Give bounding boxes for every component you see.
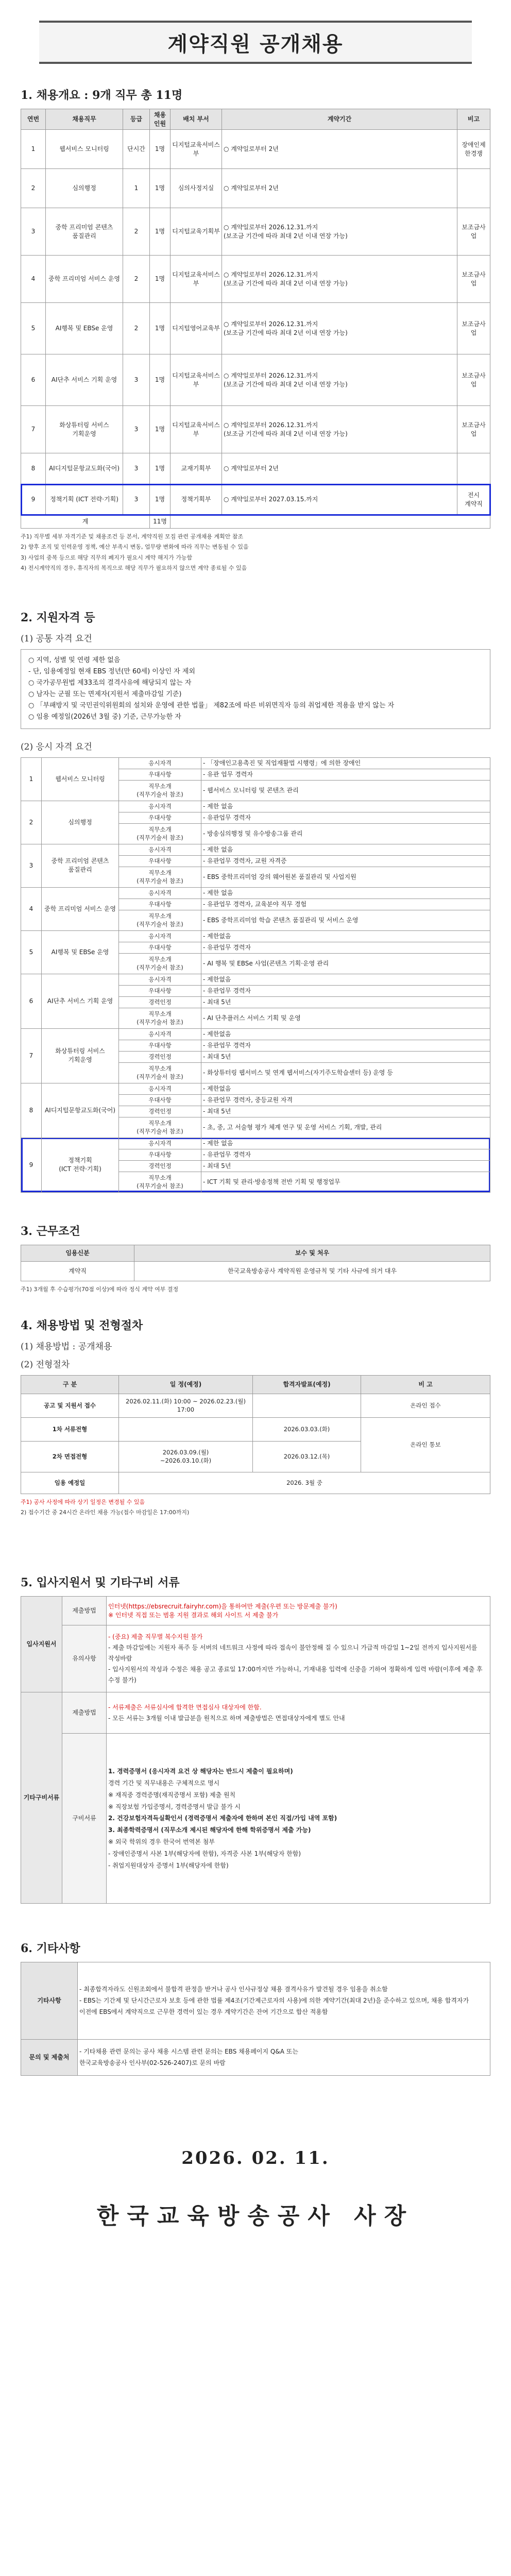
method-text: (1) 채용방법 : 공개채용 [21, 1341, 112, 1352]
overview-row [21, 208, 490, 256]
job-field-label: 경력인정 [119, 1051, 201, 1062]
others-line: - EBS는 기간제 및 단시간근로자 보호 등에 관한 법률 제4조(기간제근로자의 사용)에 의한 계약기간(최대 2년)을 준수하고 있으며, 채용 합격자가 이전에 EBS에서 계약직으로 근무한 경력이 있는 경우 계약기간은 잔여 기간으로 합산 적용함 [79, 1997, 469, 2015]
process-notes [21, 1497, 490, 1518]
section-heading: 6. 기타사항 [21, 1942, 80, 1956]
job-field-value: - 제한 없음 [201, 1138, 490, 1149]
doc-line: ※ 외국 학위의 경우 한국어 번역본 첨부 [108, 1838, 215, 1845]
schedule-remark: 온라인 통보 [361, 1417, 490, 1472]
job-field-label: 응시자격 [119, 757, 201, 769]
overview-cell: 3 [21, 208, 46, 256]
overview-cell: 3 [123, 453, 150, 484]
job-field-label: 직무소개 (직무기술서 참조) [119, 1172, 201, 1192]
job-qual-table [21, 757, 490, 1193]
others-table [21, 1962, 490, 2076]
job-name: 중학 프리미엄 서비스 운영 [42, 887, 119, 930]
section-heading: 4. 채용방법 및 전형절차 [21, 1318, 143, 1332]
section-overview [21, 87, 490, 573]
job-field-label: 우대사항 [119, 985, 201, 996]
others-line: 한국교육방송공사 인사부(02-526-2407)로 문의 바람 [79, 2059, 226, 2066]
job-qual-row [21, 844, 490, 855]
overview-period [222, 208, 457, 256]
others-line: - 기타채용 관련 문의는 공사 채용 시스템 관련 문의는 EBS 채용페이지 Q&A 또는 [79, 2048, 298, 2056]
schedule-cell [119, 1417, 253, 1441]
title-box [39, 21, 472, 64]
conditions-cell: 계약직 [21, 1261, 134, 1281]
overview-note [457, 453, 490, 484]
others-label: 문의 및 제출처 [21, 2040, 78, 2076]
common-qual-box [21, 649, 490, 729]
period-line: ○ 계약일로부터 2027.03.15.까지 [224, 496, 318, 503]
job-field-label: 우대사항 [119, 1094, 201, 1106]
overview-cell: 중학 프리미엄 서비스 운영 [46, 256, 123, 303]
job-field-value: - 최대 5년 [201, 1160, 490, 1172]
overview-cell: 7 [21, 406, 46, 453]
job-qual-row [21, 801, 490, 812]
overview-total: 11명 [150, 515, 171, 529]
period-line: ○ 계약일로부터 2026.12.31.까지 [224, 421, 318, 429]
overview-cell: 1명 [150, 208, 171, 256]
job-qual-row [21, 974, 490, 985]
job-field-value: - 제한 없음 [201, 801, 490, 812]
job-field-label: 우대사항 [119, 1040, 201, 1051]
schedule-cell: 2026.03.03.(화) [253, 1417, 361, 1441]
job-field-label: 우대사항 [119, 812, 201, 823]
overview-cell: 1명 [150, 354, 171, 406]
job-field-label: 직무소개 (직무기술서 참조) [119, 1062, 201, 1083]
schedule-remark: 온라인 접수 [361, 1394, 490, 1417]
period-line: (보조금 기간에 따라 최대 2년 이내 연장 가능) [224, 380, 348, 388]
job-number: 1 [21, 757, 42, 801]
job-number: 3 [21, 844, 42, 887]
job-qual-title: (2) 응시 자격 요건 [21, 741, 92, 752]
overview-cell: 1명 [150, 130, 171, 169]
overview-note: 장애인제한경쟁 [457, 130, 490, 169]
documents-cell [107, 1597, 490, 1625]
schedule-header: 일 정(예정) [119, 1375, 253, 1394]
qual-line: ○ 「부패방지 및 국민권익위원회의 설치와 운영에 관한 법률」 제82조에 따른 비위면직자 등의 취업제한 적용을 받지 않는 자 [28, 702, 395, 710]
documents-line: - 모든 서류는 3개월 이내 발급분을 원칙으로 하며 제출방법은 면접대상자에게 별도 안내 [108, 1714, 345, 1722]
overview-cell: 1명 [150, 256, 171, 303]
doc-line: 경력 기간 및 직무내용은 구체적으로 명시 [108, 1780, 220, 1787]
period-line: (보조금 기간에 따라 최대 2년 이내 연장 가능) [224, 430, 348, 437]
note-line: 3) 사업의 중복 등으로 해당 직무의 폐지가 필요시 계약 해지가 가능함 [21, 554, 193, 561]
job-qual-row [21, 757, 490, 769]
overview-period [222, 256, 457, 303]
job-field-label: 응시자격 [119, 1083, 201, 1094]
section-process [21, 1317, 490, 1518]
overview-cell: 디지털교육서비스부 [171, 130, 222, 169]
apply-url-text: 인터넷(https://ebsrecruit.fairyhr.com)을 통하여만 제출(우편 또는 방문제출 불가) [108, 1603, 337, 1611]
overview-cell: 중학 프리미엄 콘텐츠 품질관리 [46, 208, 123, 256]
overview-period [222, 354, 457, 406]
job-field-label: 경력인정 [119, 996, 201, 1008]
schedule-cell: 2026.03.09.(월) ~2026.03.10.(화) [119, 1441, 253, 1472]
schedule-header: 합격자발표(예정) [253, 1375, 361, 1394]
overview-cell: 8 [21, 453, 46, 484]
job-field-value: - 웹서비스 모니터링 및 콘텐츠 관리 [201, 780, 490, 801]
overview-period [222, 169, 457, 208]
overview-cell: 교재기획부 [171, 453, 222, 484]
overview-cell: AI단추 서비스 기획 운영 [46, 354, 123, 406]
job-field-value: - AI 행복 및 EBSe 사업(콘텐츠 기획·운영 관리 [201, 953, 490, 974]
overview-note [457, 169, 490, 208]
overview-cell: 2 [123, 208, 150, 256]
footer-date: 2026. 02. 11. [181, 2148, 330, 2169]
period-line: ○ 계약일로부터 2026.12.31.까지 [224, 270, 318, 278]
others-row [21, 2040, 490, 2076]
overview-cell: 화상튜터링 서비스 기획운영 [46, 406, 123, 453]
note-line: 2) 향후 조직 및 인력운영 정책, 예산 부족시 변동, 업무량 변화에 따라 직무는 변동될 수 있음 [21, 544, 249, 551]
overview-cell: 1명 [150, 484, 171, 515]
doc-line: - 취업지원대상자 증명서 1부(해당자에 한함) [108, 1861, 229, 1869]
documents-line: - 서류제출은 서류심사에 합격한 면접심사 대상자에 한함. [108, 1703, 262, 1711]
overview-cell: 디지털영어교육부 [171, 303, 222, 354]
documents-label: 제출방법 [62, 1692, 107, 1734]
overview-cell: 3 [123, 484, 150, 515]
job-field-value: - 유관업무 경력자 [201, 942, 490, 953]
job-qual-row [21, 930, 490, 942]
job-field-label: 직무소개 (직무기술서 참조) [119, 823, 201, 844]
overview-note: 보조금사업 [457, 354, 490, 406]
overview-cell: 정책기획 (ICT 전략·기획) [46, 484, 123, 515]
job-field-label: 응시자격 [119, 887, 201, 899]
job-field-value: - 최대 5년 [201, 1051, 490, 1062]
overview-cell: 4 [21, 256, 46, 303]
notice-line: - 입사지원서의 작성과 수정은 채용 공고 종료일 17:00까지만 가능하니, 기재내용 입력에 신중을 기하여 정확하게 입력 바람(이후에 제출 후 수정 불가) [108, 1666, 483, 1684]
notice-line: - 제출 마감일에는 지원자 폭주 등 서버의 네트워크 사정에 따라 접속이 불안정해 질 수 있으니 가급적 마감일 1~2일 전까지 입사지원서를 작성바람 [108, 1644, 478, 1663]
others-line: - 최종합격자라도 신원조회에서 불합격 판정을 받거나 공사 인사규정상 채용 결격사유가 발견될 경우 임용을 취소함 [79, 1986, 388, 1993]
job-name: 정책기획 (ICT 전략·기획) [42, 1138, 119, 1192]
schedule-cell: 공고 및 지원서 접수 [21, 1394, 119, 1417]
documents-cell [107, 1734, 490, 1904]
doc-line: 1. 경력증명서 (응시자격 요건 상 해당자는 반드시 제출이 필요하며) [108, 1768, 293, 1775]
job-qual-row [21, 1028, 490, 1040]
conditions-note: 주1) 3개월 후 수습평가(70점 이상)에 따라 정식 계약 여부 결정 [21, 1285, 179, 1293]
schedule-header: 구 분 [21, 1375, 119, 1394]
overview-row [21, 484, 490, 515]
overview-notes [21, 532, 490, 573]
job-field-value: - 최대 5년 [201, 1106, 490, 1117]
qual-line: - 단, 임용예정일 현재 EBS 정년(만 60세) 이상인 자 제외 [28, 668, 195, 676]
qual-line: ○ 국가공무원법 제33조의 결격사유에 해당되지 않는 자 [28, 679, 192, 687]
documents-group: 입사지원서 [21, 1597, 62, 1692]
section-documents [21, 1574, 490, 1904]
schedule-cell: 2차 면접전형 [21, 1441, 119, 1472]
qual-line: ○ 남자는 군필 또는 면제자(지원서 제출마감일 기준) [28, 690, 182, 699]
job-name: AI디지털문항교도화(국어) [42, 1083, 119, 1138]
job-field-value: - 제한없음 [201, 930, 490, 942]
job-field-label: 우대사항 [119, 899, 201, 910]
job-field-value: - ICT 기획 및 관리·방송정책 전반 기획 및 행정업무 [201, 1172, 490, 1192]
conditions-table [21, 1245, 490, 1281]
job-field-value: - 유관 업무 경력자 [201, 769, 490, 780]
job-field-value: - 제한없음 [201, 974, 490, 985]
period-line: (보조금 기간에 따라 최대 2년 이내 연장 가능) [224, 232, 348, 240]
doc-line: - 장애인증명서 사본 1부(해당자에 한함), 자격증 사본 1부(해당자 한함) [108, 1850, 301, 1857]
others-value [78, 2040, 490, 2076]
job-field-value: - EBS 중학프리미엄 학습 콘텐츠 품질관리 및 서비스 운영 [201, 910, 490, 930]
job-field-label: 직무소개 (직무기술서 참조) [119, 910, 201, 930]
overview-header: 연번 [21, 109, 46, 130]
overview-note: 보조금사업 [457, 303, 490, 354]
overview-table [21, 109, 490, 529]
process-title: (2) 전형절차 [21, 1359, 70, 1370]
overview-cell: 정책기획부 [171, 484, 222, 515]
job-field-label: 우대사항 [119, 855, 201, 867]
job-field-label: 응시자격 [119, 1028, 201, 1040]
overview-cell: 5 [21, 303, 46, 354]
schedule-cell: 2026. 3월 중 [119, 1472, 490, 1494]
documents-group: 기타구비서류 [21, 1692, 62, 1904]
overview-cell: 디지털교육기획부 [171, 208, 222, 256]
job-field-label: 직무소개 (직무기술서 참조) [119, 1117, 201, 1138]
job-field-label: 응시자격 [119, 844, 201, 855]
job-name: AI행복 및 EBSe 운영 [42, 930, 119, 974]
overview-cell: 2 [123, 303, 150, 354]
overview-cell: 디지털교육서비스부 [171, 256, 222, 303]
job-number: 9 [21, 1138, 42, 1192]
job-field-label: 응시자격 [119, 801, 201, 812]
job-number: 6 [21, 974, 42, 1028]
period-line: (보조금 기간에 따라 최대 2년 이내 연장 가능) [224, 279, 348, 287]
others-row [21, 1962, 490, 2040]
documents-cell [107, 1625, 490, 1692]
job-name: AI단추 서비스 기획 운영 [42, 974, 119, 1028]
overview-header: 채용인원 [150, 109, 171, 130]
job-field-value: - 유관업무 경력자, 교육분야 직무 경험 [201, 899, 490, 910]
job-qual-row [21, 887, 490, 899]
job-qual-row [21, 1138, 490, 1149]
overview-period [222, 453, 457, 484]
others-label: 기타사항 [21, 1962, 78, 2040]
job-field-label: 응시자격 [119, 930, 201, 942]
overview-cell: 1 [123, 169, 150, 208]
overview-cell: 9 [21, 484, 46, 515]
overview-cell: 2 [123, 256, 150, 303]
common-qual-title: (1) 공통 자격 요건 [21, 634, 92, 644]
overview-cell: 웹서비스 모니터링 [46, 130, 123, 169]
section-heading: 3. 근무조건 [21, 1224, 80, 1238]
overview-row [21, 453, 490, 484]
overview-row [21, 130, 490, 169]
job-number: 2 [21, 801, 42, 844]
overview-cell: 심의사정지실 [171, 169, 222, 208]
overview-period [222, 406, 457, 453]
page-title: 계약직원 공개채용 [167, 32, 344, 56]
job-field-value: - 제한없음 [201, 1028, 490, 1040]
overview-note: 보조금사업 [457, 256, 490, 303]
job-field-value: - 유관업무 경력자 [201, 1040, 490, 1051]
section-heading: 2. 지원자격 등 [21, 611, 95, 624]
overview-cell: 6 [21, 354, 46, 406]
overview-cell: 1명 [150, 453, 171, 484]
job-field-value: - 유관업무 경력자 [201, 812, 490, 823]
overview-note: 전시 계약직 [457, 484, 490, 515]
period-line: ○ 계약일로부터 2년 [224, 145, 279, 153]
documents-label: 유의사항 [62, 1625, 107, 1692]
others-value [78, 1962, 490, 2040]
job-field-label: 우대사항 [119, 1149, 201, 1160]
overview-period [222, 130, 457, 169]
notice-line: - (중요) 제출 직무별 복수지원 불가 [108, 1633, 203, 1641]
job-field-value: - 초, 중, 고 서술형 평가 체계 연구 및 운영 서비스 기획, 개발, 관리 [201, 1117, 490, 1138]
overview-row [21, 169, 490, 208]
doc-line: 2. 건강보험자격득실확인서 (경력증명서 제출자에 한하며 본인 직접/가입 내역 포함) [108, 1815, 337, 1822]
job-name: 중학 프리미엄 콘텐츠 품질관리 [42, 844, 119, 887]
job-field-label: 직무소개 (직무기술서 참조) [119, 1008, 201, 1028]
schedule-cell: 임용 예정일 [21, 1472, 119, 1494]
job-number: 5 [21, 930, 42, 974]
overview-total-label: 계 [21, 515, 150, 529]
overview-cell: 1 [21, 130, 46, 169]
job-field-label: 경력인정 [119, 1160, 201, 1172]
job-field-label: 직무소개 (직무기술서 참조) [119, 953, 201, 974]
job-field-label: 경력인정 [119, 1106, 201, 1117]
overview-period [222, 303, 457, 354]
overview-header: 비고 [457, 109, 490, 130]
job-name: 심의행정 [42, 801, 119, 844]
job-qual-row [21, 1083, 490, 1094]
overview-cell: AI행복 및 EBSe 운영 [46, 303, 123, 354]
conditions-cell: 한국교육방송공사 계약직원 운영규칙 및 기타 사규에 의거 대우 [134, 1261, 490, 1281]
section-conditions [21, 1223, 490, 1294]
overview-cell: AI디지털문항교도화(국어) [46, 453, 123, 484]
overview-cell: 단시간 [123, 130, 150, 169]
documents-table [21, 1596, 490, 1904]
job-field-label: 우대사항 [119, 769, 201, 780]
section-qualification [21, 609, 490, 1193]
note-line: 주1) 공사 사정에 따라 상기 일정은 변경될 수 있음 [21, 1498, 145, 1505]
job-name: 화상튜터링 서비스 기획운영 [42, 1028, 119, 1083]
job-field-label: 우대사항 [119, 942, 201, 953]
overview-row [21, 406, 490, 453]
overview-cell: 3 [123, 354, 150, 406]
schedule-cell: 2026.02.11.(화) 10:00 ~ 2026.02.23.(월) 17:00 [119, 1394, 253, 1417]
job-field-value: - 제한 없음 [201, 887, 490, 899]
job-field-label: 응시자격 [119, 1138, 201, 1149]
period-line: ○ 계약일로부터 2년 [224, 184, 279, 192]
job-field-value: - 유관업무 경력자 [201, 1149, 490, 1160]
doc-line: ※ 직장보험 가입증명서, 경력증명서 발급 불가 시 [108, 1803, 241, 1810]
job-field-label: 직무소개 (직무기술서 참조) [119, 867, 201, 887]
job-number: 7 [21, 1028, 42, 1083]
section-others [21, 1940, 490, 2076]
documents-label: 구비서류 [62, 1734, 107, 1904]
job-field-value: - 최대 5년 [201, 996, 490, 1008]
schedule-header: 비 고 [361, 1375, 490, 1394]
job-number: 8 [21, 1083, 42, 1138]
overview-total-row [21, 515, 490, 529]
overview-period [222, 484, 457, 515]
apply-url-note: ※ 인터넷 직접 또는 범용 지원 결과로 해외 사이트 서 제출 불가 [108, 1611, 279, 1619]
section-heading: 5. 입사지원서 및 기타구비 서류 [21, 1576, 180, 1590]
qual-line: ○ 임용 예정일(2026년 3월 중) 기준, 근무가능한 자 [28, 713, 181, 721]
job-field-label: 응시자격 [119, 974, 201, 985]
schedule-cell [253, 1394, 361, 1417]
job-name: 웹서비스 모니터링 [42, 757, 119, 801]
overview-cell [171, 515, 490, 529]
overview-cell: 1명 [150, 303, 171, 354]
schedule-cell: 2026.03.12.(목) [253, 1441, 361, 1472]
overview-header: 채용직무 [46, 109, 123, 130]
overview-cell: 심의행정 [46, 169, 123, 208]
overview-note: 보조금사업 [457, 406, 490, 453]
schedule-table [21, 1375, 490, 1494]
overview-cell: 3 [123, 406, 150, 453]
overview-header: 계약기간 [222, 109, 457, 130]
doc-line: ※ 재직중 경력증명(재직증명서 포함) 제출 원칙 [108, 1791, 236, 1799]
period-line: (보조금 기간에 따라 최대 2년 이내 연장 가능) [224, 329, 348, 336]
conditions-header: 보수 및 처우 [134, 1245, 490, 1261]
overview-header: 등급 [123, 109, 150, 130]
section-heading: 1. 채용개요 : 9개 직무 총 11명 [21, 89, 183, 102]
overview-row [21, 354, 490, 406]
overview-header: 배치 부서 [171, 109, 222, 130]
note-line: 4) 전시계약직의 경우, 휴직자의 복직으로 해당 직무가 필요하지 않으면 계약 종료될 수 있음 [21, 564, 247, 571]
job-field-value: - AI 단추플러스 서비스 기획 및 운영 [201, 1008, 490, 1028]
documents-label: 제출방법 [62, 1597, 107, 1625]
qual-line: ○ 지역, 성별 및 연령 제한 없음 [28, 656, 121, 664]
job-field-value: - 제한 없음 [201, 844, 490, 855]
job-field-value: - EBS 중학프리미엄 강의 웨어원본 품질관리 및 사업지원 [201, 867, 490, 887]
job-number: 4 [21, 887, 42, 930]
job-field-value: - 유관업무 경력자 [201, 985, 490, 996]
job-field-value: - 유관업무 경력자, 교원 자격증 [201, 855, 490, 867]
footer [21, 2148, 490, 2230]
period-line: ○ 계약일로부터 2026.12.31.까지 [224, 371, 318, 379]
overview-cell: 디지털교육서비스부 [171, 354, 222, 406]
period-line: ○ 계약일로부터 2026.12.31.까지 [224, 320, 318, 328]
job-field-value: - 유관업무 경력자, 중등교원 자격 [201, 1094, 490, 1106]
job-field-value: - 화상튜터링 웹서비스 및 연계 웹서비스(자기주도학습센터 등) 운영 등 [201, 1062, 490, 1083]
job-field-value: - 방송심의행정 및 유수방송그룹 관리 [201, 823, 490, 844]
overview-cell: 1명 [150, 169, 171, 208]
period-line: ○ 계약일로부터 2년 [224, 465, 279, 472]
job-field-value: - 「장애인고용촉진 및 직업재활법 시행령」에 의한 장애인 [201, 757, 490, 769]
note-line: 주1) 직무별 세부 자격기준 및 채용조건 등 본서, 계약직원 모집 관련 공개채용 계획안 참조 [21, 533, 244, 540]
overview-cell: 2 [21, 169, 46, 208]
overview-row [21, 303, 490, 354]
job-field-value: - 제한없음 [201, 1083, 490, 1094]
conditions-header: 임용신분 [21, 1245, 134, 1261]
schedule-cell: 1차 서류전형 [21, 1417, 119, 1441]
overview-cell: 1명 [150, 406, 171, 453]
documents-cell [107, 1692, 490, 1734]
period-line: ○ 계약일로부터 2026.12.31.까지 [224, 223, 318, 231]
note-line: 2) 접수기간 중 24시간 온라인 채용 가능(접수 마감일은 17:00까지) [21, 1509, 190, 1516]
doc-line: 3. 최종학력증명서 (직무소개 제시된 해당자에 한해 학위증명서 제출 가능) [108, 1826, 311, 1834]
overview-row [21, 256, 490, 303]
job-field-label: 직무소개 (직무기술서 참조) [119, 780, 201, 801]
overview-note: 보조금사업 [457, 208, 490, 256]
overview-cell: 디지털교육서비스부 [171, 406, 222, 453]
footer-org: 한국교육방송공사 사장 [96, 2203, 415, 2230]
